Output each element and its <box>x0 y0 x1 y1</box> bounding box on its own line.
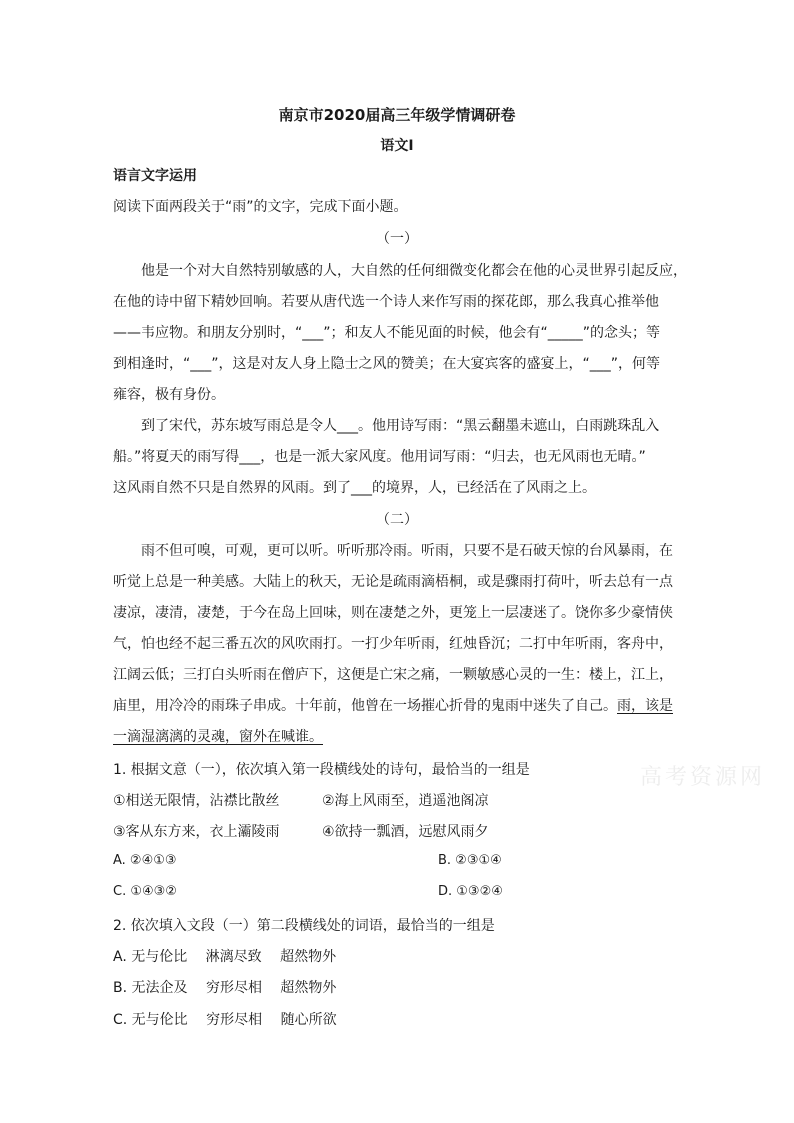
passage1-marker: （一） <box>376 231 418 247</box>
question1-option-d[interactable]: D. ①③②④ <box>438 884 503 899</box>
section-heading: 语言文字运用 <box>113 168 197 184</box>
passage2-line: 气，怕也经不起三番五次的风吹雨打。一打少年听雨，红烛昏沉；二打中年听雨，客舟中， <box>113 636 673 652</box>
passage2-marker: （二） <box>376 512 418 528</box>
question1-item: ④欲持一瓢酒，远慰风雨夕 <box>322 824 489 840</box>
question1-option-b[interactable]: B. ②③①④ <box>438 853 502 868</box>
question1-item: ③客从东方来，衣上灞陵雨 <box>113 824 280 840</box>
passage1-line: 他是一个对大自然特别敏感的人，大自然的任何细微变化都会在他的心灵世界引起反应， <box>141 263 687 279</box>
question2-option-b[interactable]: B. 无法企及 穷形尽相 超然物外 <box>113 980 337 996</box>
passage2-line <box>113 695 673 715</box>
passage1-line: 到相逢时，“___”，这是对友人身上隐士之风的赞美；在大宴宾客的盛宴上，“___”，何等 <box>113 356 661 372</box>
watermark: 高考资源网 <box>640 765 766 790</box>
passage2-line: 江阔云低；三打白头听雨在僧庐下，这便是亡宋之痛，一颗敏感心灵的一生：楼上，江上， <box>113 667 673 683</box>
passage2-line-text: 庙里，用冷冷的雨珠子串成。十年前，他曾在一场摧心折骨的鬼雨中迷失了自己。 <box>113 698 617 714</box>
question1-stem: 1. 根据文意（一），依次填入第一段横线处的诗句，最恰当的一组是 <box>113 762 530 778</box>
passage2-line: 听觉上总是一种美感。大陆上的秋天，无论是疏雨滴梧桐，或是骤雨打荷叶，听去总有一点 <box>113 574 673 590</box>
document-subtitle: 语文Ⅰ <box>380 138 414 154</box>
instruction-text: 阅读下面两段关于“雨”的文字，完成下面小题。 <box>113 199 408 215</box>
question1-option-c[interactable]: C. ①④③② <box>113 884 177 899</box>
question1-option-a[interactable]: A. ②④①③ <box>113 853 177 868</box>
passage2-line: 雨不但可嗅，可观，更可以听。听听那冷雨。听雨，只要不是石破天惊的台风暴雨，在 <box>141 543 673 559</box>
document-title: 南京市2020届高三年级学情调研卷 <box>278 106 516 124</box>
passage1-line: ——韦应物。和朋友分别时，“___”；和友人不能见面的时候，他会有“_____”的念头；等 <box>113 325 661 341</box>
question2-stem: 2. 依次填入文段（一）第二段横线处的词语，最恰当的一组是 <box>113 918 495 934</box>
passage2-line: 凄凉，凄清，凄楚，于今在岛上回味，则在凄楚之外，更笼上一层凄迷了。饶你多少豪情侠 <box>113 605 673 621</box>
passage1-line: 到了宋代，苏东坡写雨总是令人___。他用诗写雨：“黑云翻墨未遮山，白雨跳珠乱入 <box>141 418 660 434</box>
question2-option-c[interactable]: C. 无与伦比 穷形尽相 随心所欲 <box>113 1012 337 1028</box>
question2-option-a[interactable]: A. 无与伦比 淋漓尽致 超然物外 <box>113 949 337 965</box>
passage1-line: 在他的诗中留下精妙回响。若要从唐代选一个诗人来作写雨的探花郎，那么我真心推举他 <box>113 294 659 310</box>
underlined-sentence-end: 一滴湿漓漓的灵魂，窗外在喊谁。 <box>113 729 323 745</box>
passage1-line: 这风雨自然不只是自然界的风雨。到了___的境界，人，已经活在了风雨之上。 <box>113 480 596 496</box>
passage1-line: 船。”将夏天的雨写得___，也是一派大家风度。他用词写雨：“归去，也无风雨也无晴。” <box>113 449 646 465</box>
question1-item: ②海上风雨至，逍遥池阁凉 <box>322 793 489 809</box>
passage1-line: 雍容，极有身份。 <box>113 387 225 403</box>
question1-item: ①相送无限情，沾襟比散丝 <box>113 793 280 809</box>
underlined-sentence-start: 雨，该是 <box>617 698 673 714</box>
